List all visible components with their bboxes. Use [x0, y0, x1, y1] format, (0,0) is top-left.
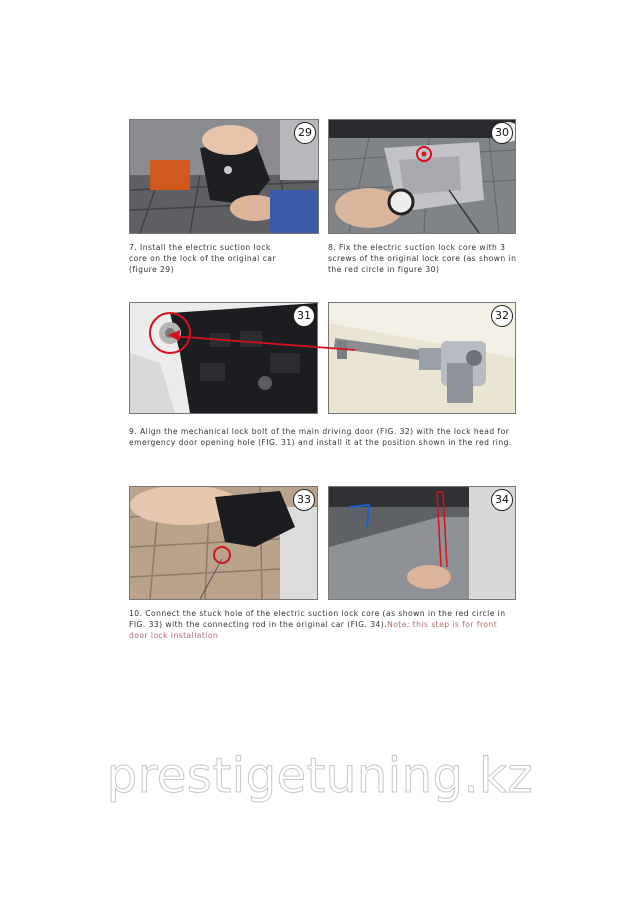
caption-line: 9. Align the mechanical lock bolt of the main driving door (FIG. 32) with the lock head for: [129, 427, 510, 436]
note-text: door lock installation: [129, 631, 219, 640]
figure-number-badge: 29: [294, 122, 316, 144]
figure-number-badge: 30: [491, 122, 513, 144]
caption-text: FIG. 33) with the connecting rod in the original car (FIG. 34).: [129, 620, 388, 629]
caption-line: 7. Install the electric suction lock: [129, 243, 271, 252]
step-8-caption: [328, 242, 518, 275]
figure-29-illustration: [130, 120, 318, 233]
caption-line: screws of the original lock core (as shown in: [328, 254, 517, 263]
figure-number-badge: 31: [293, 305, 315, 327]
caption-line: 10. Connect the stuck hole of the electric suction lock core (as shown in the red circle in: [129, 609, 506, 618]
figure-33-photo: [129, 486, 318, 600]
figure-30-illustration: [329, 120, 515, 233]
note-text: Note: this step is for front: [387, 620, 498, 629]
figure-number-badge: 32: [491, 305, 513, 327]
figure-34-photo: [328, 486, 516, 600]
figure-number-badge: 34: [491, 489, 513, 511]
caption-line: [129, 619, 529, 630]
caption-line: core on the lock of the original car: [129, 254, 276, 263]
caption-line: emergency door opening hole (FIG. 31) and install it at the position shown in the red ring.: [129, 438, 512, 447]
step-10-caption: [129, 608, 529, 641]
alignment-arrow: [150, 320, 360, 360]
caption-line: 8. Fix the electric suction lock core with 3: [328, 243, 506, 252]
figure-33-illustration: [130, 487, 317, 599]
caption-line: (figure 29): [129, 265, 174, 274]
site-watermark: prestigetuning.kz: [106, 748, 534, 804]
step-7-caption: [129, 242, 317, 275]
figure-29-photo: [129, 119, 319, 234]
figure-34-illustration: [329, 487, 515, 599]
figure-number-badge: 33: [293, 489, 315, 511]
figure-30-photo: [328, 119, 516, 234]
caption-line: the red circle in figure 30): [328, 265, 440, 274]
step-9-caption: [129, 426, 529, 448]
